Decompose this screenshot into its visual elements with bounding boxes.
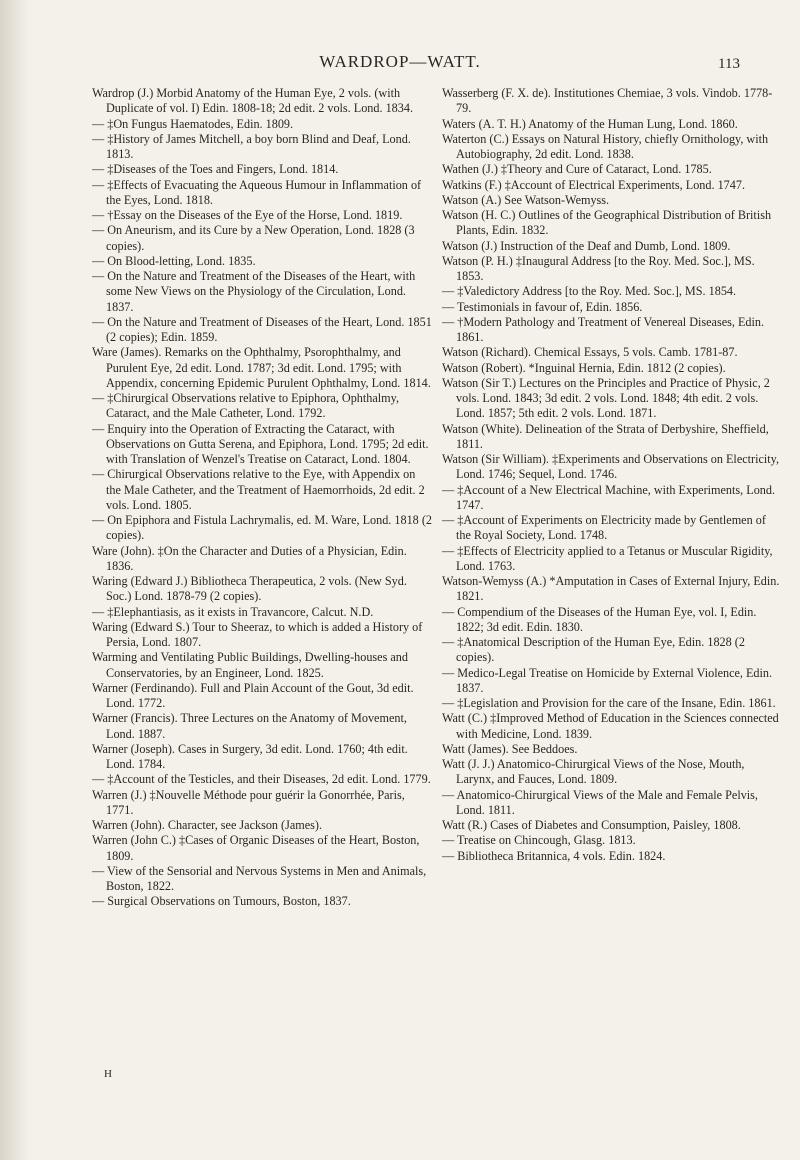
catalogue-entry: Waterton (C.) Essays on Natural History, chiefly Ornithology, with Autobiography, 2d edit. Lond. 1838. [442,131,769,161]
catalogue-entry: — †Modern Pathology and Treatment of Venereal Diseases, Edin. 1861. [442,314,765,344]
catalogue-entry: — On Epiphora and Fistula Lachrymalis, ed. M. Ware, Lond. 1818 (2 copies). [92,513,432,543]
catalogue-entry: — Surgical Observations on Tumours, Boston, 1837. [92,894,351,909]
catalogue-entry: — On Aneurism, and its Cure by a New Operation, Lond. 1828 (3 copies). [92,223,415,253]
catalogue-entry: — Medico-Legal Treatise on Homicide by External Violence, Edin. 1837. [442,665,773,695]
catalogue-entry: — Compendium of the Diseases of the Human Eye, vol. I, Edin. 1822; 3d edit. Edin. 1830. [442,604,757,634]
catalogue-entry: Watson (White). Delineation of the Strata of Derbyshire, Sheffield, 1811. [442,421,769,451]
catalogue-entry: — Bibliotheca Britannica, 4 vols. Edin. 1824. [442,848,666,863]
catalogue-entry: — †Essay on the Diseases of the Eye of the Horse, Lond. 1819. [92,208,403,222]
catalogue-entry: Warner (Francis). Three Lectures on the Anatomy of Movement, Lond. 1887. [92,711,407,741]
catalogue-entry: — Testimonials in favour of, Edin. 1856. [442,299,643,314]
catalogue-entry: Watson (J.) Instruction of the Deaf and Dumb, Lond. 1809. [442,238,731,253]
catalogue-entry: — ‡Effects of Evacuating the Aqueous Humour in Inflammation of the Eyes, Lond. 1818. [92,177,422,207]
catalogue-entry: — View of the Sensorial and Nervous Systems in Men and Animals, Boston, 1822. [92,863,427,893]
catalogue-entry: Warner (Ferdinando). Full and Plain Account of the Gout, 3d edit. Lond. 1772. [92,680,414,710]
catalogue-entry: — ‡Chirurgical Observations relative to Epiphora, Ophthalmy, Cataract, and the Male Catheter, Lond. 1792. [92,391,399,421]
catalogue-entry: Ware (John). ‡On the Character and Duties of a Physician, Edin. 1836. [92,543,407,573]
catalogue-entry: Ware (James). Remarks on the Ophthalmy, Psorophthalmy, and Purulent Eye, 2d edit. Lond. 1787; 3d edit. Lond. 1795; with Appendix, concerning Epidemic Purulent Ophthalmy, Lond. 1814. [92,345,431,390]
catalogue-entry: Watson (Robert). *Inguinal Hernia, Edin. 1812 (2 copies). [442,360,726,375]
running-head: WARDROP—WATT. [319,52,481,71]
catalogue-entry: — Enquiry into the Operation of Extracting the Cataract, with Observations on Gutta Serena, and Epiphora, Lond. 1795; 2d edit. with Translation of Wenzel's Treatise on Cataract, Lond. 1804. [92,421,429,466]
catalogue-entry: — ‡Account of the Testicles, and their Diseases, 2d edit. Lond. 1779. [92,772,431,787]
signature-mark: H [104,1068,112,1080]
catalogue-entry: Waring (Edward S.) Tour to Sheeraz, to which is added a History of Persia, Lond. 1807. [92,619,423,649]
catalogue-entry: Watt (C.) ‡Improved Method of Education in the Sciences connected with Medicine, Lond. 1839. [442,711,779,741]
catalogue-entry: Watson (Sir William). ‡Experiments and Observations on Electricity, Lond. 1746; Sequel, Lond. 1746. [442,452,779,482]
catalogue-entry: — ‡Account of a New Electrical Machine, with Experiments, Lond. 1747. [442,482,776,512]
catalogue-entry: Watson (P. H.) ‡Inaugural Address [to the Roy. Med. Soc.], MS. 1853. [442,253,755,283]
catalogue-entry: — On the Nature and Treatment of the Diseases of the Heart, with some New Views on the Physiology of the Circulation, Lond. 1837. [92,269,416,314]
catalogue-entry: Watt (James). See Beddoes. [442,741,578,756]
catalogue-entry: — ‡On Fungus Haematodes, Edin. 1809. [92,116,294,131]
catalogue-entry: Warren (J.) ‡Nouvelle Méthode pour guérir la Gonorrhée, Paris, 1771. [92,787,405,817]
catalogue-entry: — ‡Elephantiasis, as it exists in Travancore, Calcut. N.D. [92,604,374,619]
catalogue-entry: — ‡Account of Experiments on Electricity made by Gentlemen of the Royal Society, Lond. 1748. [442,513,766,543]
catalogue-entry: — ‡Valedictory Address [to the Roy. Med. Soc.], MS. 1854. [442,284,737,299]
binding-shadow [0,0,30,1160]
catalogue-entry: Watson (H. C.) Outlines of the Geographical Distribution of British Plants, Edin. 1832. [442,208,772,238]
catalogue-entry: Watkins (F.) ‡Account of Electrical Experiments, Lond. 1747. [442,177,745,192]
catalogue-entry: Waring (Edward J.) Bibliotheca Therapeutica, 2 vols. (New Syd. Soc.) Lond. 1878-79 (2 copies). [92,574,407,604]
catalogue-entry: Wathen (J.) ‡Theory and Cure of Cataract, Lond. 1785. [442,162,712,177]
catalogue-entry: Warming and Ventilating Public Buildings, Dwelling-houses and Conservatories, by an Engineer, Lond. 1825. [92,650,408,680]
catalogue-entry: Watt (R.) Cases of Diabetes and Consumption, Paisley, 1808. [442,818,741,832]
catalogue-entry: — ‡History of James Mitchell, a boy born Blind and Deaf, Lond. 1813. [92,131,411,161]
catalogue-entry: — ‡Legislation and Provision for the care of the Insane, Edin. 1861. [442,696,776,710]
catalogue-entry: — ‡Effects of Electricity applied to a Tetanus or Muscular Rigidity, Lond. 1763. [442,543,773,573]
catalogue-entry: Wardrop (J.) Morbid Anatomy of the Human Eye, 2 vols. (with Duplicate of vol. I) Edin. 1808-18; 2d edit. 2 vols. Lond. 1834. [92,86,414,116]
catalogue-entry: Watson (A.) See Watson-Wemyss. [442,192,610,207]
catalogue-entry: — On the Nature and Treatment of Diseases of the Heart, Lond. 1851 (2 copies); Edin. 1859. [92,314,432,344]
catalogue-entry: — Treatise on Chincough, Glasg. 1813. [442,833,636,848]
catalogue-entry: Warner (Joseph). Cases in Surgery, 3d edit. Lond. 1760; 4th edit. Lond. 1784. [92,741,408,771]
catalogue-entry: — Anatomico-Chirurgical Views of the Male and Female Pelvis, Lond. 1811. [442,787,758,817]
catalogue-entry: Watson (Sir T.) Lectures on the Principles and Practice of Physic, 2 vols. Lond. 1843; 3d edit. 2 vols. Lond. 1848; 4th edit. 2 vols. Lond. 1857; 5th edit. 2 vols. Lond. 1871. [442,375,770,421]
catalogue-entry: — ‡Diseases of the Toes and Fingers, Lond. 1814. [92,162,339,177]
left-column [92,86,432,910]
catalogue-entry: Watson-Wemyss (A.) *Amputation in Cases of External Injury, Edin. 1821. [442,574,780,604]
catalogue-entry: Wasserberg (F. X. de). Institutiones Chemiae, 3 vols. Vindob. 1778-79. [442,86,773,116]
catalogue-entry: Watt (J. J.) Anatomico-Chirurgical Views of the Nose, Mouth, Larynx, and Fauces, Lond. 1809. [442,757,745,787]
right-column [442,86,782,864]
catalogue-entry: Warren (John C.) ‡Cases of Organic Diseases of the Heart, Boston, 1809. [92,833,420,863]
page-number: 113 [718,56,740,72]
catalogue-entry: Waters (A. T. H.) Anatomy of the Human Lung, Lond. 1860. [442,116,738,131]
catalogue-entry: Watson (Richard). Chemical Essays, 5 vols. Camb. 1781-87. [442,345,738,360]
catalogue-entry: — ‡Anatomical Description of the Human Eye, Edin. 1828 (2 copies). [442,635,745,665]
catalogue-entry: Warren (John). Character, see Jackson (James). [92,818,322,832]
catalogue-entry: — On Blood-letting, Lond. 1835. [92,253,256,268]
catalogue-entry: — Chirurgical Observations relative to the Eye, with Appendix on the Male Catheter, and the Treatment of Haemorrhoids, 2d edit. 2 vols. Lond. 1805. [92,467,425,512]
